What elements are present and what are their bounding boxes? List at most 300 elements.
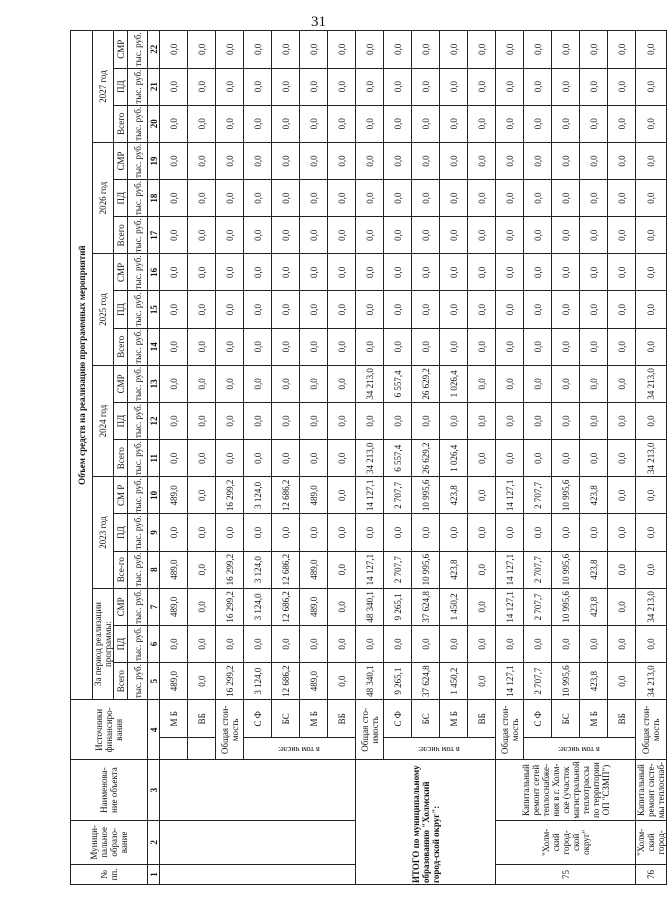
value-cell: 0,0 <box>524 625 552 662</box>
value-cell: 0,0 <box>636 105 667 142</box>
value-cell: 0,0 <box>216 217 244 254</box>
column-number: 2 <box>148 820 160 864</box>
value-cell: 2 707,7 <box>384 477 412 514</box>
value-cell: 0,0 <box>496 402 524 439</box>
value-cell: 489,0 <box>160 477 188 514</box>
source-cell: ВБ <box>608 700 636 738</box>
value-cell: 0,0 <box>608 663 636 700</box>
value-cell: 0,0 <box>216 254 244 291</box>
value-cell: 0,0 <box>468 291 496 328</box>
value-cell: 12 686,2 <box>272 477 300 514</box>
value-cell: 0,0 <box>468 180 496 217</box>
table-row <box>188 31 216 885</box>
column-number: 9 <box>148 514 160 551</box>
value-cell: 0,0 <box>216 68 244 105</box>
value-cell: 0,0 <box>496 328 524 365</box>
unit-header: тыс. руб. <box>128 588 148 625</box>
total-cost-label: Общая стои-мость <box>496 700 524 760</box>
value-cell: 0,0 <box>412 402 440 439</box>
table-row <box>244 31 272 885</box>
unit-header: тыс. руб. <box>128 365 148 402</box>
value-cell: 0,0 <box>328 365 356 402</box>
value-cell: 0,0 <box>608 254 636 291</box>
source-cell: БС <box>412 700 440 738</box>
value-cell: 0,0 <box>412 180 440 217</box>
value-cell: 0,0 <box>552 514 580 551</box>
page-number: 31 <box>311 14 326 30</box>
value-cell: 0,0 <box>636 217 667 254</box>
value-cell: 0,0 <box>356 514 384 551</box>
value-cell: 489,0 <box>160 551 188 588</box>
value-cell: 0,0 <box>384 68 412 105</box>
value-cell: 423,8 <box>440 477 468 514</box>
value-cell: 0,0 <box>412 254 440 291</box>
value-cell: 0,0 <box>272 142 300 179</box>
value-cell: 0,0 <box>328 440 356 477</box>
value-cell: 0,0 <box>356 105 384 142</box>
value-cell: 0,0 <box>552 217 580 254</box>
value-cell: 0,0 <box>356 142 384 179</box>
value-cell: 0,0 <box>328 328 356 365</box>
value-cell: 0,0 <box>440 180 468 217</box>
value-cell: 0,0 <box>496 365 524 402</box>
value-cell: 0,0 <box>300 625 328 662</box>
value-cell: 0,0 <box>636 551 667 588</box>
value-cell: 0,0 <box>384 254 412 291</box>
column-number: 11 <box>148 440 160 477</box>
value-cell: 0,0 <box>580 31 608 69</box>
unit-header: тыс. руб. <box>128 477 148 514</box>
column-number: 10 <box>148 477 160 514</box>
value-cell: 0,0 <box>636 328 667 365</box>
value-cell: 0,0 <box>160 31 188 69</box>
value-cell: 0,0 <box>552 440 580 477</box>
sub-column-header: Всего <box>114 440 128 477</box>
value-cell: 48 340,1 <box>356 588 384 625</box>
value-cell: 0,0 <box>636 402 667 439</box>
year-header: 2026 год <box>93 142 114 253</box>
value-cell: 0,0 <box>160 440 188 477</box>
unit-header: тыс. руб. <box>128 68 148 105</box>
value-cell: 0,0 <box>272 365 300 402</box>
value-cell: 0,0 <box>608 291 636 328</box>
value-cell: 0,0 <box>160 625 188 662</box>
sub-column-header: Всего <box>114 105 128 142</box>
value-cell: 489,0 <box>160 588 188 625</box>
municipality-cell: "Холм-ский город-ской округ" <box>496 820 636 864</box>
value-cell: 0,0 <box>440 625 468 662</box>
value-cell: 0,0 <box>328 625 356 662</box>
value-cell: 0,0 <box>384 402 412 439</box>
value-cell: 12 686,2 <box>272 551 300 588</box>
value-cell: 0,0 <box>160 180 188 217</box>
value-cell: 0,0 <box>496 105 524 142</box>
value-cell: 26 629,2 <box>412 365 440 402</box>
value-cell: 0,0 <box>328 31 356 69</box>
value-cell: 0,0 <box>468 31 496 69</box>
value-cell: 0,0 <box>496 217 524 254</box>
value-cell: 0,0 <box>384 217 412 254</box>
value-cell: 0,0 <box>272 514 300 551</box>
value-cell: 0,0 <box>272 68 300 105</box>
source-cell: М Б <box>580 700 608 738</box>
value-cell: 0,0 <box>384 328 412 365</box>
value-cell: 14 127,1 <box>496 477 524 514</box>
col-source-header: Источники финансиро-вания <box>71 700 148 760</box>
table-row <box>216 31 244 885</box>
value-cell: 0,0 <box>524 514 552 551</box>
value-cell: 14 127,1 <box>496 663 524 700</box>
value-cell: 0,0 <box>412 31 440 69</box>
source-cell: БС <box>272 700 300 738</box>
value-cell: 0,0 <box>244 402 272 439</box>
unit-header: тыс. руб. <box>128 180 148 217</box>
value-cell: 14 127,1 <box>356 477 384 514</box>
value-cell: 0,0 <box>216 402 244 439</box>
column-number: 14 <box>148 328 160 365</box>
value-cell: 12 686,2 <box>272 663 300 700</box>
value-cell: 2 707,7 <box>524 477 552 514</box>
source-cell: М Б <box>440 700 468 738</box>
object-cell <box>160 760 356 820</box>
value-cell: 0,0 <box>300 180 328 217</box>
column-number: 20 <box>148 105 160 142</box>
value-cell: 0,0 <box>440 31 468 69</box>
value-cell: 0,0 <box>468 477 496 514</box>
value-cell: 0,0 <box>468 514 496 551</box>
value-cell: 0,0 <box>300 105 328 142</box>
source-cell: М Б <box>300 700 328 738</box>
value-cell: 0,0 <box>328 402 356 439</box>
value-cell: 0,0 <box>300 440 328 477</box>
column-number: 22 <box>148 31 160 69</box>
value-cell: 0,0 <box>328 514 356 551</box>
value-cell: 34 213,0 <box>636 663 667 700</box>
year-header: 2023 год <box>93 477 114 588</box>
sub-column-header: ПД <box>114 180 128 217</box>
value-cell: 0,0 <box>468 105 496 142</box>
value-cell: 0,0 <box>608 402 636 439</box>
value-cell: 0,0 <box>608 625 636 662</box>
value-cell: 0,0 <box>524 254 552 291</box>
sub-column-header: СМ Р <box>114 477 128 514</box>
value-cell: 0,0 <box>356 217 384 254</box>
including-text: в том числе: <box>417 744 460 754</box>
value-cell: 0,0 <box>216 328 244 365</box>
value-cell: 0,0 <box>328 105 356 142</box>
value-cell: 0,0 <box>160 68 188 105</box>
col-municipality-header: Муници-пальное образо-вание <box>71 820 148 864</box>
value-cell: 0,0 <box>272 180 300 217</box>
value-cell: 0,0 <box>272 291 300 328</box>
sub-column-header: ПД <box>114 625 128 662</box>
value-cell: 0,0 <box>552 328 580 365</box>
value-cell: 0,0 <box>552 291 580 328</box>
value-cell: 0,0 <box>244 180 272 217</box>
value-cell: 0,0 <box>160 254 188 291</box>
value-cell: 0,0 <box>524 105 552 142</box>
value-cell: 0,0 <box>188 551 216 588</box>
value-cell: 34 213,0 <box>636 440 667 477</box>
value-cell: 0,0 <box>608 588 636 625</box>
value-cell: 0,0 <box>216 105 244 142</box>
value-cell: 0,0 <box>244 105 272 142</box>
value-cell: 0,0 <box>216 514 244 551</box>
value-cell: 0,0 <box>384 291 412 328</box>
column-number: 5 <box>148 663 160 700</box>
value-cell: 0,0 <box>300 291 328 328</box>
value-cell: 10 995,6 <box>552 551 580 588</box>
value-cell: 0,0 <box>272 328 300 365</box>
value-cell: 10 995,6 <box>552 477 580 514</box>
value-cell: 0,0 <box>300 31 328 69</box>
value-cell: 0,0 <box>580 217 608 254</box>
value-cell: 0,0 <box>580 328 608 365</box>
value-cell: 0,0 <box>216 31 244 69</box>
value-cell: 6 557,4 <box>384 440 412 477</box>
unit-header: тыс. руб. <box>128 551 148 588</box>
total-period-header: За период реализации программы: <box>93 588 114 699</box>
unit-header: тыс. руб. <box>128 328 148 365</box>
value-cell: 0,0 <box>468 588 496 625</box>
value-cell: 0,0 <box>356 625 384 662</box>
value-cell: 0,0 <box>188 588 216 625</box>
value-cell: 34 213,0 <box>636 588 667 625</box>
value-cell: 0,0 <box>244 31 272 69</box>
value-cell: 0,0 <box>524 291 552 328</box>
value-cell: 3 124,0 <box>244 663 272 700</box>
unit-header: тыс. руб. <box>128 254 148 291</box>
sub-column-header: СМР <box>114 142 128 179</box>
value-cell: 0,0 <box>412 514 440 551</box>
value-cell: 0,0 <box>496 291 524 328</box>
value-cell: 0,0 <box>552 180 580 217</box>
value-cell: 0,0 <box>188 440 216 477</box>
column-number: 15 <box>148 291 160 328</box>
unit-header: тыс. руб. <box>128 142 148 179</box>
value-cell: 0,0 <box>188 328 216 365</box>
value-cell: 0,0 <box>608 180 636 217</box>
column-number: 3 <box>148 760 160 820</box>
financing-table <box>70 30 667 885</box>
value-cell: 489,0 <box>160 663 188 700</box>
value-cell: 423,8 <box>440 551 468 588</box>
value-cell: 1 450,2 <box>440 663 468 700</box>
value-cell: 0,0 <box>188 663 216 700</box>
including-text: в том числе: <box>277 744 320 754</box>
value-cell: 0,0 <box>468 254 496 291</box>
value-cell: 0,0 <box>160 105 188 142</box>
value-cell: 0,0 <box>216 180 244 217</box>
main-caption: Объем средств на реализацию программных мероприятий <box>71 31 93 700</box>
value-cell: 0,0 <box>552 254 580 291</box>
value-cell: 0,0 <box>384 142 412 179</box>
unit-header: тыс. руб. <box>128 217 148 254</box>
value-cell: 0,0 <box>496 142 524 179</box>
unit-header: тыс. руб. <box>128 625 148 662</box>
value-cell: 0,0 <box>384 625 412 662</box>
total-cost-label: Общая стои-мость <box>216 700 244 760</box>
value-cell: 0,0 <box>328 588 356 625</box>
value-cell: 0,0 <box>468 663 496 700</box>
column-number: 17 <box>148 217 160 254</box>
value-cell: 423,8 <box>580 663 608 700</box>
value-cell: 0,0 <box>580 625 608 662</box>
value-cell: 2 707,7 <box>524 588 552 625</box>
value-cell: 0,0 <box>608 105 636 142</box>
year-header: 2025 год <box>93 254 114 365</box>
value-cell: 0,0 <box>328 551 356 588</box>
value-cell: 34 213,0 <box>356 365 384 402</box>
column-number: 7 <box>148 588 160 625</box>
value-cell: 0,0 <box>468 365 496 402</box>
value-cell: 0,0 <box>580 440 608 477</box>
value-cell: 0,0 <box>300 402 328 439</box>
value-cell: 0,0 <box>356 254 384 291</box>
value-cell: 0,0 <box>244 440 272 477</box>
value-cell: 0,0 <box>272 625 300 662</box>
value-cell: 0,0 <box>608 31 636 69</box>
source-cell: С Ф <box>384 700 412 738</box>
value-cell: 0,0 <box>552 105 580 142</box>
value-cell: 0,0 <box>384 105 412 142</box>
value-cell: 423,8 <box>580 477 608 514</box>
value-cell: 10 995,6 <box>552 663 580 700</box>
sub-column-header: Всего <box>114 217 128 254</box>
value-cell: 0,0 <box>188 291 216 328</box>
value-cell: 0,0 <box>468 217 496 254</box>
value-cell: 12 686,2 <box>272 588 300 625</box>
sub-column-header: Всего <box>114 328 128 365</box>
value-cell: 0,0 <box>440 514 468 551</box>
value-cell: 0,0 <box>552 142 580 179</box>
value-cell: 0,0 <box>524 402 552 439</box>
value-cell: 0,0 <box>328 663 356 700</box>
value-cell: 16 299,2 <box>216 663 244 700</box>
value-cell: 0,0 <box>496 440 524 477</box>
value-cell: 0,0 <box>440 328 468 365</box>
value-cell: 0,0 <box>552 31 580 69</box>
sub-column-header: СМР <box>114 588 128 625</box>
total-cost-label: Общая стои-мость <box>636 700 667 760</box>
value-cell: 0,0 <box>580 402 608 439</box>
value-cell: 3 124,0 <box>244 477 272 514</box>
value-cell: 0,0 <box>356 328 384 365</box>
spacer-cell <box>188 738 216 760</box>
value-cell: 3 124,0 <box>244 588 272 625</box>
value-cell: 0,0 <box>440 217 468 254</box>
sub-column-header: Всего <box>114 663 128 700</box>
column-number: 18 <box>148 180 160 217</box>
object-cell: Капитальный ремонт систе-мы теплоснаб- <box>636 761 666 819</box>
unit-header: тыс. руб. <box>128 105 148 142</box>
value-cell: 9 265,1 <box>384 588 412 625</box>
value-cell: 1 026,4 <box>440 440 468 477</box>
value-cell: 0,0 <box>300 142 328 179</box>
unit-header: тыс. руб. <box>128 402 148 439</box>
col-no-header: № пп. <box>71 864 148 884</box>
value-cell: 0,0 <box>524 365 552 402</box>
value-cell: 0,0 <box>608 514 636 551</box>
value-cell: 0,0 <box>244 514 272 551</box>
value-cell: 0,0 <box>524 68 552 105</box>
table-row <box>524 31 552 885</box>
value-cell: 0,0 <box>580 180 608 217</box>
value-cell: 9 265,1 <box>384 663 412 700</box>
value-cell: 0,0 <box>328 217 356 254</box>
value-cell: 0,0 <box>328 477 356 514</box>
including-text: в том числе: <box>557 744 600 754</box>
col-object-header: Наименова-ние объекта <box>71 760 148 820</box>
value-cell: 0,0 <box>412 105 440 142</box>
value-cell: 0,0 <box>216 365 244 402</box>
source-cell: БС <box>552 700 580 738</box>
value-cell: 0,0 <box>552 68 580 105</box>
unit-header: тыс. руб. <box>128 440 148 477</box>
value-cell: 0,0 <box>468 625 496 662</box>
value-cell: 14 127,1 <box>496 551 524 588</box>
value-cell: 0,0 <box>636 625 667 662</box>
value-cell: 0,0 <box>440 291 468 328</box>
source-cell: ВБ <box>188 700 216 738</box>
year-header: 2024 год <box>93 365 114 476</box>
value-cell: 0,0 <box>356 180 384 217</box>
column-number: 19 <box>148 142 160 179</box>
value-cell: 0,0 <box>552 402 580 439</box>
value-cell: 0,0 <box>468 328 496 365</box>
value-cell: 2 707,7 <box>524 663 552 700</box>
rotated-table-container <box>70 30 666 885</box>
value-cell: 10 995,6 <box>552 588 580 625</box>
value-cell: 0,0 <box>384 31 412 69</box>
value-cell: 6 557,4 <box>384 365 412 402</box>
unit-header: тыс. руб. <box>128 31 148 69</box>
value-cell: 0,0 <box>272 217 300 254</box>
value-cell: 0,0 <box>524 217 552 254</box>
value-cell: 0,0 <box>524 142 552 179</box>
value-cell: 37 624,8 <box>412 588 440 625</box>
value-cell: 0,0 <box>244 217 272 254</box>
including-label <box>524 738 636 760</box>
value-cell: 37 624,8 <box>412 663 440 700</box>
value-cell: 0,0 <box>468 142 496 179</box>
table-row <box>496 31 524 885</box>
column-number: 16 <box>148 254 160 291</box>
source-cell: С Ф <box>524 700 552 738</box>
value-cell: 0,0 <box>636 514 667 551</box>
total-label: ИТОГО по муниципальному образованию "Холмский город-ской округ": <box>356 760 496 885</box>
value-cell: 0,0 <box>272 254 300 291</box>
value-cell: 0,0 <box>328 142 356 179</box>
value-cell: 0,0 <box>468 402 496 439</box>
value-cell: 0,0 <box>636 254 667 291</box>
value-cell: 16 299,2 <box>216 551 244 588</box>
including-label <box>384 738 496 760</box>
column-number: 8 <box>148 551 160 588</box>
value-cell: 0,0 <box>496 68 524 105</box>
value-cell: 0,0 <box>580 68 608 105</box>
sub-column-header: СМР <box>114 365 128 402</box>
value-cell: 0,0 <box>356 68 384 105</box>
value-cell: 0,0 <box>216 291 244 328</box>
sub-column-header: СМР <box>114 31 128 69</box>
column-number: 4 <box>148 700 160 760</box>
value-cell: 0,0 <box>468 440 496 477</box>
value-cell: 0,0 <box>188 180 216 217</box>
municipality-cell <box>160 820 356 864</box>
value-cell: 0,0 <box>524 440 552 477</box>
value-cell: 0,0 <box>580 142 608 179</box>
